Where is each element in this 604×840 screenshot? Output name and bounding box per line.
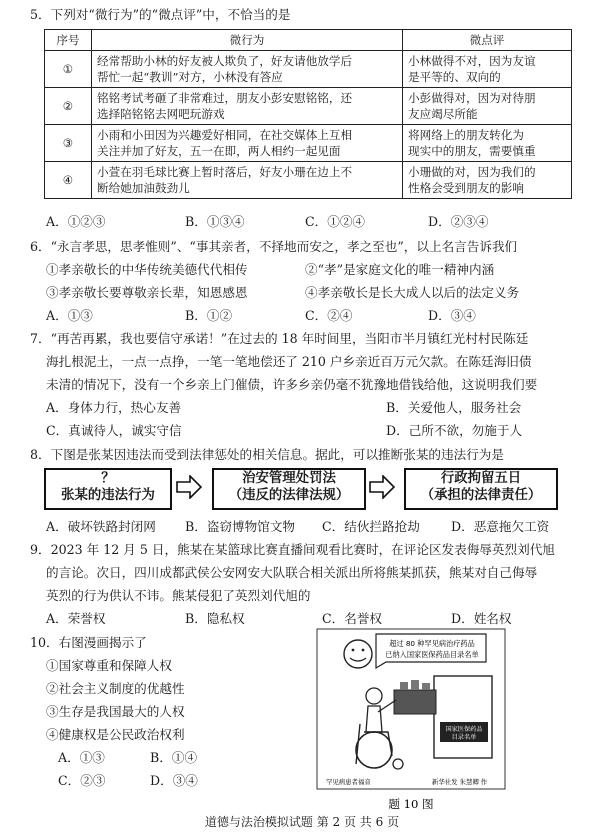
behavior-text: 小萱在羽毛球比赛上暂时落后，好友小珊在边上不 bbox=[97, 165, 353, 179]
illegal-act-box bbox=[44, 468, 172, 510]
table-row bbox=[45, 162, 572, 199]
q6-statement-1: ①孝亲敬长的中华传统美德代代相传 bbox=[46, 262, 248, 277]
q9-line-3: 英烈的行为供认不讳。熊某侵犯了英烈刘代旭的 bbox=[46, 588, 311, 603]
q5-option-c[interactable]: C．①②④ bbox=[305, 214, 366, 229]
arrow-right-icon bbox=[369, 475, 395, 499]
cartoon-left-label: 罕见病患者福音 bbox=[326, 778, 371, 786]
box-line: （违反的法律法规） bbox=[228, 488, 350, 503]
q9-line-2: 的言论。次日，四川成都武侯公安网安大队联合相关派出所将熊某抓获，熊某对自己侮辱 bbox=[46, 565, 538, 580]
table-header: 微点评 bbox=[403, 30, 572, 51]
q6-option-c[interactable]: C．②④ bbox=[305, 308, 353, 323]
q9-option-d[interactable]: D．姓名权 bbox=[451, 611, 512, 626]
q10-option-b[interactable]: B．①④ bbox=[150, 750, 198, 765]
behavior-text: 选择陪铭铭去网吧玩游戏 bbox=[97, 107, 225, 121]
q8-option-a[interactable]: A．破坏铁路封闭网 bbox=[46, 519, 156, 534]
q8-option-b[interactable]: B．盗窃博物馆文物 bbox=[185, 519, 296, 534]
q9-option-b[interactable]: B．隐私权 bbox=[185, 611, 245, 626]
q6-statement-4: ④孝亲敬长是长大成人以后的法定义务 bbox=[305, 285, 520, 300]
comment-text: 友应竭尽所能 bbox=[408, 107, 478, 121]
q7-option-a[interactable]: A．身体力行，热心友善 bbox=[46, 400, 182, 415]
q9-line-1: 9．2023 年 12 月 5 日，熊某在某篮球比赛直播间观看比赛时，在评论区发表侮辱英烈刘代旭 bbox=[30, 542, 555, 557]
comment-text: 小林做得不对，因为友谊 bbox=[408, 54, 536, 68]
box-line: 张某的违法行为 bbox=[61, 488, 155, 503]
box-line: （承担的法律责任） bbox=[420, 488, 542, 503]
cartoon-banner-line-2: 已纳入国家医保药品目录名单 bbox=[385, 650, 479, 659]
q5-stem: 5．下列对“微行为”的“微点评”中，不恰当的是 bbox=[30, 7, 291, 22]
q6-option-d[interactable]: D．③④ bbox=[428, 308, 476, 323]
row-number: ② bbox=[45, 88, 92, 125]
comment-text: 是平等的、双向的 bbox=[408, 70, 501, 84]
comment-text: 小珊做的对，因为我们的 bbox=[408, 165, 536, 179]
q8-option-d[interactable]: D．恶意拖欠工资 bbox=[451, 519, 550, 534]
table-header: 微行为 bbox=[92, 30, 403, 51]
q10-statement-4: ④健康权是公民政治权利 bbox=[46, 727, 185, 742]
q7-line-2: 海扎根泥土，一点一点挣，一笔一笔地偿还了 210 户乡亲近百万元欠款。在陈廷海旧债 bbox=[46, 354, 532, 369]
behavior-text: 断给她加油鼓劲儿 bbox=[97, 181, 190, 195]
liability-box bbox=[404, 468, 558, 510]
cartoon-banner-line-1: 超过 80 种罕见病治疗药品 bbox=[389, 639, 475, 648]
box-line: 治安管理处罚法 bbox=[242, 471, 336, 486]
row-number: ③ bbox=[45, 125, 92, 162]
q5-option-a[interactable]: A．①②③ bbox=[46, 214, 106, 229]
q6-stem: 6．“永言孝思，思孝惟则”、“事其亲者，不择地而安之，孝之至也”，以上名言告诉我们 bbox=[30, 239, 518, 254]
arrow-right-icon bbox=[176, 475, 202, 499]
table-row bbox=[45, 51, 572, 88]
comment-text: 现实中的朋友，需要慎重 bbox=[408, 144, 536, 158]
q6-statement-2: ②“孝”是家庭文化的唯一精神内涵 bbox=[305, 262, 495, 277]
q9-option-c[interactable]: C．名誉权 bbox=[322, 611, 383, 626]
figure-caption: 题 10 图 bbox=[388, 797, 434, 811]
behavior-text: 帮忙一起“教训”对方，小林没有答应 bbox=[97, 70, 283, 84]
q10-statement-2: ②社会主义制度的优越性 bbox=[46, 681, 185, 696]
behavior-text: 关注并加了好友，五一在即，两人相约一起见面 bbox=[97, 144, 341, 158]
comment-text: 将网络上的朋友转化为 bbox=[408, 128, 524, 142]
box-line: ？ bbox=[101, 471, 115, 486]
law-box bbox=[212, 468, 366, 510]
cartoon-sign-line-2: 目录名单 bbox=[451, 734, 477, 741]
table-row bbox=[45, 125, 572, 162]
table-header: 序号 bbox=[45, 30, 92, 51]
q7-option-c[interactable]: C．真诚待人，诚实守信 bbox=[46, 423, 182, 438]
page-footer: 道德与法治模拟试题 第 2 页 共 6 页 bbox=[204, 815, 400, 829]
behavior-text: 铭铭考试考砸了非常难过，朋友小彭安慰铭铭，还 bbox=[97, 91, 353, 105]
box-line: 行政拘留五日 bbox=[440, 471, 522, 486]
q7-option-d[interactable]: D．己所不欲，勿施于人 bbox=[386, 423, 523, 438]
cartoon-credit: 新华社发 朱慧卿 作 bbox=[432, 778, 488, 786]
row-number: ① bbox=[45, 51, 92, 88]
q10-statement-1: ①国家尊重和保障人权 bbox=[46, 658, 172, 673]
rare-disease-cartoon bbox=[316, 628, 506, 818]
q10-option-a[interactable]: A．①③ bbox=[58, 750, 105, 765]
q7-option-b[interactable]: B．关爱他人，服务社会 bbox=[386, 400, 522, 415]
q5-option-b[interactable]: B．①③④ bbox=[185, 214, 245, 229]
q10-option-d[interactable]: D．③④ bbox=[150, 773, 198, 788]
comment-text: 性格会受到朋友的影响 bbox=[408, 181, 524, 195]
q10-option-c[interactable]: C．②③ bbox=[58, 773, 106, 788]
q10-statement-3: ③生存是我国最大的人权 bbox=[46, 704, 185, 719]
behavior-text: 经常帮助小林的好友被人欺负了，好友请他放学后 bbox=[97, 54, 353, 68]
q6-option-b[interactable]: B．①② bbox=[185, 308, 233, 323]
q7-line-3: 未清的情况下，没有一个乡亲上门催债，许多乡亲仍毫不犹豫地借钱给他，这说明我们要 bbox=[46, 377, 538, 392]
row-number: ④ bbox=[45, 162, 92, 199]
q5-table bbox=[44, 29, 572, 199]
q10-stem: 10．右图漫画揭示了 bbox=[30, 635, 147, 650]
cartoon-sign-line-1: 国家医保药品 bbox=[445, 726, 483, 733]
q8-option-c[interactable]: C．结伙拦路抢劫 bbox=[322, 519, 420, 534]
q6-option-a[interactable]: A．①③ bbox=[46, 308, 93, 323]
behavior-text: 小雨和小田因为兴趣爱好相同，在社交媒体上互相 bbox=[97, 128, 353, 142]
table-row bbox=[45, 88, 572, 125]
q6-statement-3: ③孝亲敬长要尊敬亲长辈，知恩感恩 bbox=[46, 285, 248, 300]
q7-line-1: 7．“再苦再累，我也要信守承诺！”在过去的 18 年时间里，当阳市半月镇红光村村民陈廷 bbox=[30, 331, 529, 346]
q9-option-a[interactable]: A．荣誉权 bbox=[46, 611, 106, 626]
q5-option-d[interactable]: D．②③④ bbox=[428, 214, 489, 229]
comment-text: 小彭做得对，因为对待朋 bbox=[408, 91, 536, 105]
q8-stem: 8．下图是张某因违法而受到法律惩处的相关信息。据此，可以推断张某的违法行为是 bbox=[30, 447, 504, 462]
